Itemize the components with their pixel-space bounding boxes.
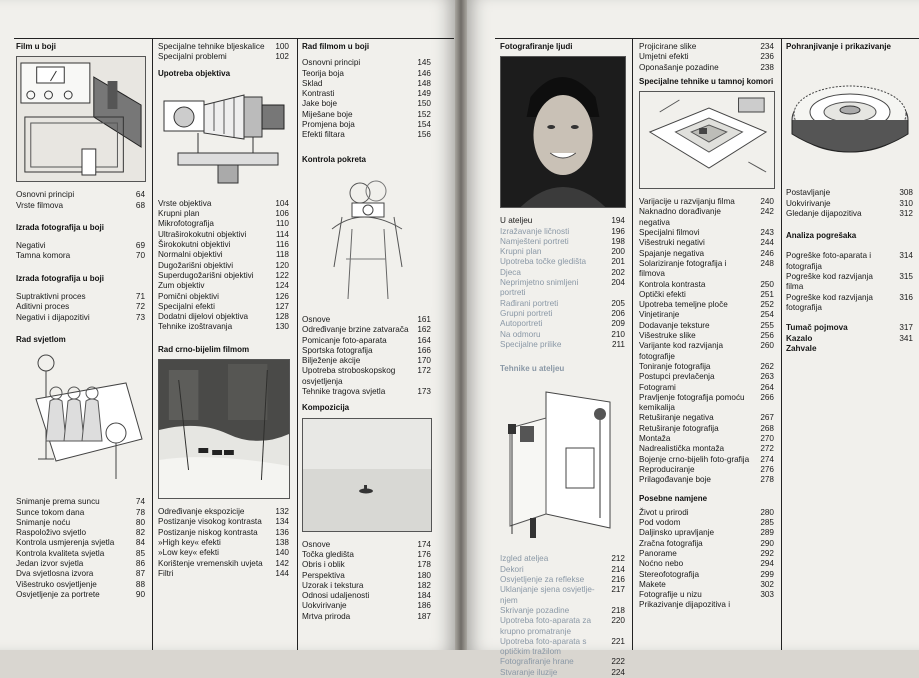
toc-row: Višestruki negativi 244 (639, 238, 774, 248)
toc-row: Perspektiva 180 (302, 570, 431, 580)
toc-row: Točka gledišta 176 (302, 549, 431, 559)
toc-row: Izražavanje ličnosti 196 (500, 226, 625, 236)
toc-row: Višestruko osvjetljenje 88 (16, 579, 145, 589)
toc-row: Širokokutni objektivi 116 (158, 240, 289, 250)
toc-row: Upotreba temeljne ploče 252 (639, 300, 774, 310)
toc-row: Kontrola kontrasta 250 (639, 279, 774, 289)
toc-row: Stvaranje iluzije 224 (500, 667, 625, 677)
toc-row: Uokvirivanje 186 (302, 601, 431, 611)
toc-row: Umjetni efekti 236 (639, 52, 774, 62)
section-heading: Posebne namjene (639, 493, 708, 503)
color-darkroom-illustration (16, 56, 146, 182)
toc-row: Uklanjanje sjena osvjetlje-njem 217 (500, 585, 625, 605)
section-heading: Film u boji (16, 42, 56, 51)
toc-row: Dekori 214 (500, 564, 625, 574)
toc-row: Varijacije u razvijanju filma 240 (639, 197, 774, 207)
toc-row: Filtri 144 (158, 568, 289, 578)
toc-row: Noćno nebo 294 (639, 559, 774, 569)
toc-row: Autoportreti 209 (500, 319, 625, 329)
toc-row: Djeca 202 (500, 267, 625, 277)
toc-row: Neprimjetno snimljeni portreti 204 (500, 278, 625, 298)
toc-row: Određivanje brzine zatvarača 162 (302, 325, 431, 335)
section-heading: Izrada fotografija u boji (16, 222, 105, 232)
darkroom-easel-illustration (639, 91, 775, 189)
toc-row: Korištenje vremenskih uvjeta 142 (158, 558, 289, 568)
toc-row: Pomični objektivi 126 (158, 291, 289, 301)
toc-row: Rađirani portreti 205 (500, 298, 625, 308)
column-divider (632, 38, 633, 650)
toc-row: Na odmoru 210 (500, 329, 625, 339)
toc-row: Makete 302 (639, 579, 774, 589)
photographer-sketch-illustration (302, 169, 432, 307)
toc-row: Odnosi udaljenosti 184 (302, 591, 431, 601)
toc-row: Osnove 174 (302, 539, 431, 549)
toc-row: Namješteni portreti 198 (500, 236, 625, 246)
toc-row: Panorame 292 (639, 548, 774, 558)
section-heading: Izrada fotografija u boji (16, 273, 105, 283)
toc-row: Negativi i dijapozitivi 73 (16, 312, 145, 322)
toc-row: Daljinsko upravljanje 289 (639, 528, 774, 538)
toc-row: Optički efekti 251 (639, 289, 774, 299)
toc-row: Superdugožarišni objektivi 122 (158, 270, 289, 280)
book-gutter (455, 0, 467, 650)
toc-row: Gledanje dijapozitiva 312 (786, 208, 913, 218)
toc-row: Višestruke slike 256 (639, 331, 774, 341)
toc-row: Varijante kod razvijanja fotografije 260 (639, 341, 774, 361)
winter-horses-photo (158, 359, 290, 499)
toc-row: Osvjetljenje za reflekse 216 (500, 575, 625, 585)
column-divider (152, 38, 153, 650)
right-page (467, 0, 919, 677)
toc-row: Retuširanje fotografija 268 (639, 423, 774, 433)
toc-row: Dodatni dijelovi objektiva 128 (158, 312, 289, 322)
toc-row: Fotografije u nizu 303 (639, 590, 774, 600)
toc-row: Dugožarišni objektivi 120 (158, 260, 289, 270)
toc-row: Dva svjetlosna izvora 87 (16, 569, 145, 579)
toc-row: Naknadno dorađivanje negativa 242 (639, 207, 774, 227)
toc-row: Osvjetljenje za portrete 90 (16, 589, 145, 599)
portrait-photo (500, 56, 626, 208)
toc-row: Vrste filmova 68 (16, 200, 145, 210)
toc-row: Pomicanje foto-aparata 164 (302, 335, 431, 345)
section-heading: Tehnike u ateljeu (500, 364, 565, 374)
toc-row: Obris i oblik 178 (302, 560, 431, 570)
toc-row: Raspoloživo svjetlo 82 (16, 528, 145, 538)
toc-row: Pogreške kod razvijanja fotografija 316 (786, 292, 913, 312)
toc-row: Osnove 161 (302, 314, 431, 324)
toc-row: Efekti filtara 156 (302, 130, 431, 140)
section-heading: Analiza pogrešaka (786, 231, 857, 241)
toc-column-4 (500, 38, 626, 677)
toc-row: Tamna komora 70 (16, 251, 145, 261)
toc-column-6 (786, 38, 914, 650)
toc-row: Određivanje ekspozicije 132 (158, 507, 289, 517)
toc-row: Aditivni proces 72 (16, 302, 145, 312)
toc-row: Uokvirivanje 310 (786, 198, 913, 208)
toc-row: Vrste objektiva 104 (158, 198, 289, 208)
toc-row: Kontrasti 149 (302, 89, 431, 99)
toc-row: Jake boje 150 (302, 99, 431, 109)
toc-row: Ultraširokokutni objektivi 114 (158, 229, 289, 239)
toc-row: Pogreške foto-aparata i fotografija 314 (786, 251, 913, 271)
toc-row: Zahvale (786, 343, 817, 353)
left-page (0, 0, 455, 650)
toc-row: Uzorak i tekstura 182 (302, 580, 431, 590)
toc-row: Krupni plan 200 (500, 247, 625, 257)
toc-row: Tehnike izoštravanja 130 (158, 322, 289, 332)
toc-row: Zračna fotografija 290 (639, 538, 774, 548)
toc-row: Upotreba stroboskopskog osvjetljenja 172 (302, 366, 431, 386)
boat-on-lake-photo (302, 418, 432, 532)
section-heading: Fotografiranje ljudi (500, 42, 573, 51)
toc-row: Fotografiranje hrane 222 (500, 657, 625, 667)
toc-row: Nadrealistička montaža 272 (639, 444, 774, 454)
toc-row: Krupni plan 106 (158, 209, 289, 219)
section-heading: Rad filmom u boji (302, 42, 370, 51)
toc-row: Snimanje noću 80 (16, 517, 145, 527)
toc-column-3 (302, 38, 432, 650)
toc-column-5 (639, 38, 775, 650)
toc-row: Spajanje negativa 246 (639, 248, 774, 258)
toc-row: Upotreba točke gledišta 201 (500, 257, 625, 267)
toc-row: U ateljeu 194 (500, 216, 625, 226)
toc-row: Miješane boje 152 (302, 109, 431, 119)
toc-row: Tumač pojmova 317 (786, 323, 913, 333)
section-heading: Kompozicija (302, 403, 350, 413)
section-heading: Kontrola pokreta (302, 154, 367, 164)
toc-row: Specijalne prilike 211 (500, 339, 625, 349)
toc-row: Kontrola kvaliteta svjetla 85 (16, 548, 145, 558)
toc-row: Izgled ateljea 212 (500, 554, 625, 564)
toc-row: Prikazivanje dijapozitiva i (639, 600, 731, 610)
camera-bellows-illustration (158, 83, 290, 191)
toc-row: Osnovni principi 145 (302, 58, 431, 68)
toc-row: Vinjetiranje 254 (639, 310, 774, 320)
toc-row: Skrivanje pozadine 218 (500, 605, 625, 615)
slide-carousel-illustration (786, 56, 914, 180)
toc-row: Postupci prevlačenja 263 (639, 372, 774, 382)
toc-row: Stereofotografija 299 (639, 569, 774, 579)
toc-row: Tehnike tragova svjetla 173 (302, 387, 431, 397)
column-divider (781, 38, 782, 650)
section-heading: Upotreba objektiva (158, 68, 231, 78)
toc-row: Postavljanje 308 (786, 188, 913, 198)
section-heading: Specijalne tehnike u tamnoj komori (639, 76, 774, 86)
toc-row: Upotreba foto-aparata za krupno promatranje 220 (500, 616, 625, 636)
toc-row: Suptraktivni proces 71 (16, 292, 145, 302)
toc-row: Snimanje prema suncu 74 (16, 497, 145, 507)
toc-row: Mikrofotografija 110 (158, 219, 289, 229)
toc-row: Solariziranje fotografija i filmova 248 (639, 258, 774, 279)
toc-row: Grupni portreti 206 (500, 308, 625, 318)
column-divider (297, 38, 298, 650)
toc-row: Dodavanje teksture 255 (639, 320, 774, 330)
toc-row: Prilagođavanje boje 278 (639, 475, 774, 485)
toc-row: Montaža 270 (639, 434, 774, 444)
toc-row: Specijalne tehnike bljeskalice 100 (158, 42, 289, 51)
toc-row: Sunce tokom dana 78 (16, 507, 145, 517)
toc-row: Pogreške kod razvijanja filma 315 (786, 272, 913, 292)
toc-row: Mrtva priroda 187 (302, 611, 431, 621)
toc-row: Specijalni efekti 127 (158, 301, 289, 311)
toc-row: Kazalo 341 (786, 333, 913, 343)
toc-row: Negativi 69 (16, 241, 145, 251)
toc-row: Jedan izvor svjetla 86 (16, 559, 145, 569)
toc-row: Specijalni problemi 102 (158, 52, 289, 62)
toc-row: Oponašanje pozadine 238 (639, 62, 774, 72)
toc-row: Toniranje fotografija 262 (639, 361, 774, 371)
toc-row: Život u prirodi 280 (639, 507, 774, 517)
toc-row: »Low key« efekti 140 (158, 548, 289, 558)
toc-row: Pod vodom 285 (639, 518, 774, 528)
toc-row: Pravljenje fotografija pomoću kemikalija 266 (639, 392, 774, 413)
toc-column-2 (158, 38, 290, 650)
toc-row: »High key« efekti 138 (158, 537, 289, 547)
studio-set-illustration (500, 378, 626, 546)
section-heading: Rad svjetlom (16, 334, 66, 344)
toc-row: Postizanje niskog kontrasta 136 (158, 527, 289, 537)
toc-row: Bilježenje akcije 170 (302, 356, 431, 366)
section-heading: Pohranjivanje i prikazivanje (786, 42, 891, 51)
toc-entry (16, 190, 146, 211)
toc-row: Sportska fotografija 166 (302, 345, 431, 355)
toc-row: Postizanje visokog kontrasta 134 (158, 517, 289, 527)
toc-row: Fotogrami 264 (639, 382, 774, 392)
toc-row: Bojenje crno-bijelih foto-grafija 274 (639, 454, 774, 464)
toc-row: Teorija boja 146 (302, 68, 431, 78)
toc-row: Kontrola usmjerenja svjetla 84 (16, 538, 145, 548)
toc-row: Reproduciranje 276 (639, 464, 774, 474)
studio-lighting-illustration (16, 349, 146, 489)
toc-column-1 (16, 38, 146, 650)
toc-row: Specijalni filmovi 243 (639, 228, 774, 238)
toc-row: Normalni objektivi 118 (158, 250, 289, 260)
toc-row: Upotreba foto-aparata s optičkim tražilom 221 (500, 636, 625, 657)
toc-row: Promjena boja 154 (302, 120, 431, 130)
section-heading: Rad crno-bijelim filmom (158, 344, 250, 354)
toc-row: Retuširanje negativa 267 (639, 413, 774, 423)
toc-row: Projicirane slike 234 (639, 42, 774, 51)
toc-row: Zum objektiv 124 (158, 281, 289, 291)
toc-row: Osnovni principi 64 (16, 190, 145, 200)
toc-row: Sklad 148 (302, 78, 431, 88)
